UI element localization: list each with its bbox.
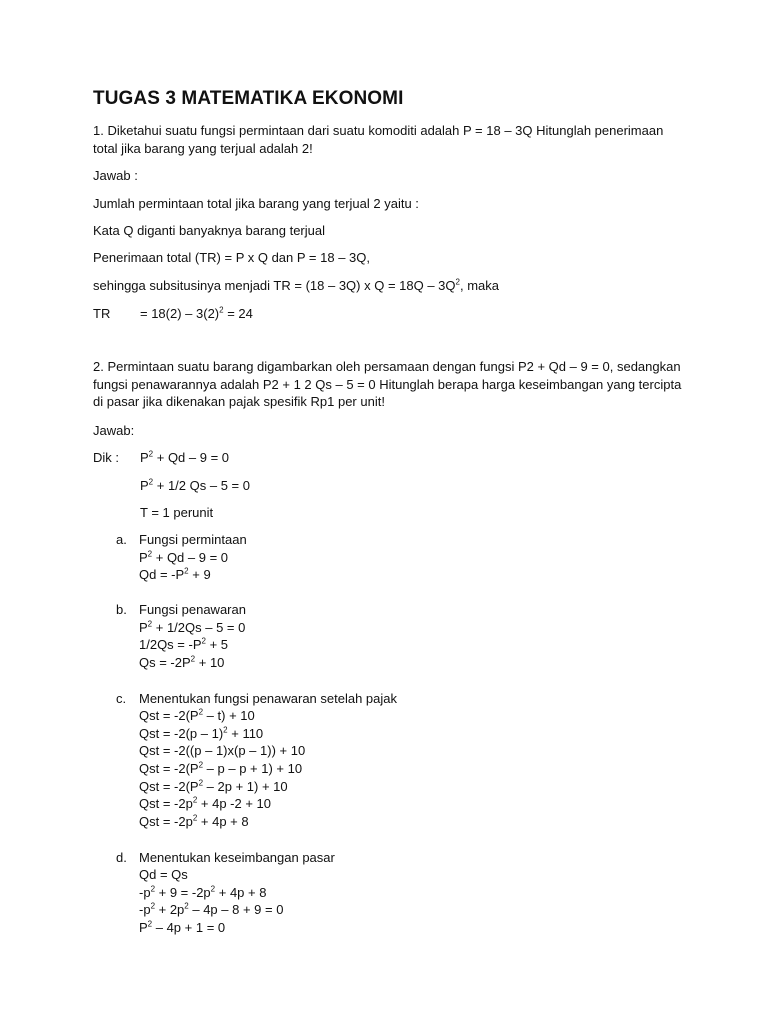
item-d-line-4 xyxy=(139,919,225,937)
item-b-line-3 xyxy=(139,654,224,672)
d4-text: P xyxy=(139,920,148,935)
dik-1-text: P xyxy=(140,450,149,465)
item-b-title: Fungsi penawaran xyxy=(139,602,246,617)
item-d-marker: d. xyxy=(116,850,127,865)
dik-2-text: P xyxy=(140,478,149,493)
d3-tail: – 4p – 8 + 9 = 0 xyxy=(188,902,284,917)
c4-tail: – p – p + 1) + 10 xyxy=(203,761,303,776)
b2-text: 1/2Qs = -P xyxy=(139,637,202,652)
q1-line-4-text: sehingga subsitusinya menjadi TR = (18 – 3Q) x Q = 18Q – 3Q xyxy=(93,278,456,293)
q1-tr-exponent: 2 xyxy=(219,305,224,315)
q1-line-1: Jumlah permintaan total jika barang yang terjual 2 yaitu : xyxy=(93,196,419,211)
c2-exponent: 2 xyxy=(223,725,228,735)
c7-exponent: 2 xyxy=(192,813,198,823)
q1-line-4-exponent: 2 xyxy=(455,277,460,287)
q1-line-2: Kata Q diganti banyaknya barang terjual xyxy=(93,223,325,238)
d2-exponent-2: 2 xyxy=(210,884,216,894)
d2-exponent: 2 xyxy=(150,884,156,894)
d4-tail: – 4p + 1 = 0 xyxy=(152,920,226,935)
item-d-line-1: Qd = Qs xyxy=(139,867,188,882)
c4-exponent: 2 xyxy=(198,760,204,770)
q1-tr-equation xyxy=(140,305,253,323)
d3-text: -p xyxy=(139,902,151,917)
item-c-line-3: Qst = -2((p – 1)x(p – 1)) + 10 xyxy=(139,743,306,758)
item-b-line-2 xyxy=(139,636,228,654)
q1-line-4-tail: , maka xyxy=(459,278,499,293)
q2-dik-3: T = 1 perunit xyxy=(140,505,214,520)
c5-exponent: 2 xyxy=(198,778,204,788)
c5-text: Qst = -2(P xyxy=(139,779,199,794)
item-c-line-7 xyxy=(139,813,249,831)
item-a-line-2 xyxy=(139,566,211,584)
a1-text: P xyxy=(139,550,148,565)
c1-text: Qst = -2(P xyxy=(139,708,199,723)
item-a-marker: a. xyxy=(116,532,127,547)
b1-tail: + 1/2Qs – 5 = 0 xyxy=(152,620,246,635)
q1-line-3: Penerimaan total (TR) = P x Q dan P = 18 – 3Q, xyxy=(93,250,370,265)
document-title: TUGAS 3 MATEMATIKA EKONOMI xyxy=(93,88,404,109)
c2-tail: + 110 xyxy=(227,726,264,741)
q2-dik-2 xyxy=(140,477,250,495)
item-d-title: Menentukan keseimbangan pasar xyxy=(139,850,335,865)
dik-1-tail: + Qd – 9 = 0 xyxy=(153,450,230,465)
b1-exponent: 2 xyxy=(147,619,153,629)
b3-exponent: 2 xyxy=(190,654,196,664)
a1-tail: + Qd – 9 = 0 xyxy=(152,550,229,565)
item-c-line-5 xyxy=(139,778,288,796)
b2-exponent: 2 xyxy=(201,636,206,646)
b3-tail: + 10 xyxy=(195,655,225,670)
item-c-marker: c. xyxy=(116,691,127,706)
a2-text: Qd = -P xyxy=(139,567,185,582)
b3-text: Qs = -2P xyxy=(139,655,191,670)
question-2: 2. Permintaan suatu barang digambarkan oleh persamaan dengan fungsi P2 + Qd – 9 = 0, sedangkan fungsi penawarannya adalah P2 + 1 2 Qs – 5 = 0 Hitunglah berapa harga keseimbangan yang tercipta di pasar jika dikenakan pajak spesifik Rp1 per unit! xyxy=(93,359,682,409)
item-a-title: Fungsi permintaan xyxy=(139,532,247,547)
b1-text: P xyxy=(139,620,148,635)
item-c-line-1 xyxy=(139,707,255,725)
c6-tail: + 4p -2 + 10 xyxy=(197,796,272,811)
q2-dik-label: Dik : xyxy=(93,450,119,465)
q1-tr-label: TR xyxy=(93,306,111,321)
a2-exponent: 2 xyxy=(184,566,189,576)
c7-tail: + 4p + 8 xyxy=(197,814,249,829)
d2-tail: + 4p + 8 xyxy=(215,885,267,900)
dik-2-exponent: 2 xyxy=(148,477,154,487)
c6-text: Qst = -2p xyxy=(139,796,193,811)
d2-middle: + 9 = -2p xyxy=(155,885,211,900)
q2-answer-label: Jawab: xyxy=(93,423,135,438)
q1-line-4 xyxy=(93,277,499,295)
d3-exponent: 2 xyxy=(150,901,156,911)
d3-exponent-2: 2 xyxy=(184,901,189,911)
dik-1-exponent: 2 xyxy=(148,449,154,459)
q1-tr-result: = 24 xyxy=(223,306,253,321)
a1-exponent: 2 xyxy=(147,549,153,559)
c6-exponent: 2 xyxy=(192,795,198,805)
item-c-line-2 xyxy=(139,725,263,743)
item-d-line-2 xyxy=(139,884,266,902)
q1-answer-label: Jawab : xyxy=(93,168,138,183)
c1-tail: – t) + 10 xyxy=(203,708,255,723)
c1-exponent: 2 xyxy=(198,707,204,717)
q2-dik-1 xyxy=(140,449,229,467)
a2-tail: + 9 xyxy=(188,567,211,582)
question-1: 1. Diketahui suatu fungsi permintaan dari suatu komoditi adalah P = 18 – 3Q Hitunglah penerimaan total jika barang yang terjual adalah 2! xyxy=(93,123,664,156)
item-c-line-4 xyxy=(139,760,302,778)
c2-text: Qst = -2(p – 1) xyxy=(139,726,224,741)
dik-2-tail: + 1/2 Qs – 5 = 0 xyxy=(153,478,250,493)
d4-exponent: 2 xyxy=(147,919,153,929)
c5-tail: – 2p + 1) + 10 xyxy=(203,779,288,794)
d2-text: -p xyxy=(139,885,151,900)
item-d-line-3 xyxy=(139,901,283,919)
d3-middle: + 2p xyxy=(155,902,185,917)
c7-text: Qst = -2p xyxy=(139,814,193,829)
b2-tail: + 5 xyxy=(205,637,228,652)
c4-text: Qst = -2(P xyxy=(139,761,199,776)
item-c-title: Menentukan fungsi penawaran setelah pajak xyxy=(139,691,398,706)
item-b-line-1 xyxy=(139,619,245,637)
item-b-marker: b. xyxy=(116,602,127,617)
item-a-line-1 xyxy=(139,549,228,567)
item-c-line-6 xyxy=(139,795,271,813)
q1-tr-text: = 18(2) – 3(2) xyxy=(140,306,220,321)
